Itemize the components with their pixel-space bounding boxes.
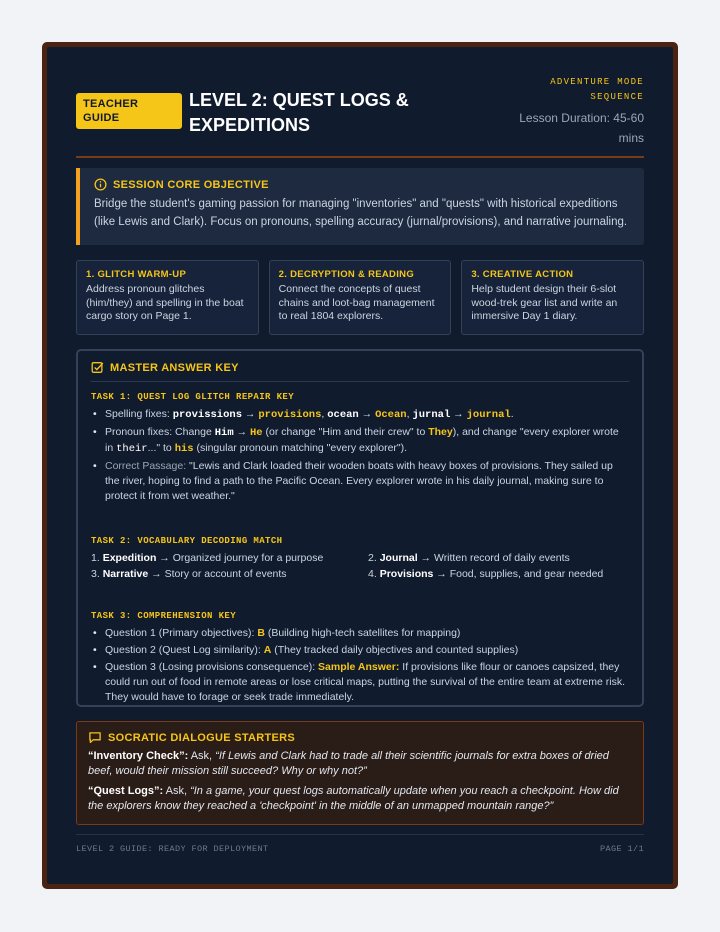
correct-pronoun: They (428, 426, 453, 438)
task3-title: TASK 3: COMPREHENSION KEY (91, 611, 237, 621)
wrong-word: provissions (172, 409, 243, 421)
socratic-question-2 (88, 784, 632, 814)
vocab-item: 1. Expedition → Organized journey for a purpose (91, 552, 324, 564)
answer-detail: (Building high-tech satellites for mapping) (264, 627, 461, 639)
task3-list (91, 626, 629, 705)
vocab-def: Story or account of events (164, 568, 287, 580)
pronoun-note: (singular pronoun matching "every explorer"). (193, 442, 408, 454)
step-card-1 (76, 260, 259, 335)
vocab-def: Organized journey for a purpose (172, 552, 324, 564)
passage-label: Correct Passage: (105, 460, 190, 472)
vocab-num: 4. (368, 568, 377, 580)
pronoun-fixes: • Pronoun fixes: Change Him → He (or change "Him and their crew" to They), and change "every explorer wrote in their..." to his (singular pronoun matching "every explorer"). (91, 425, 629, 457)
page-number: PAGE 1/1 (599, 844, 644, 854)
correct-word: provisions (258, 409, 322, 421)
vocab-item: 4. Provisions → Food, supplies, and gear needed (368, 568, 604, 580)
vocab-item: 3. Narrative → Story or account of events (91, 568, 287, 580)
wrong-word: ocean (327, 409, 359, 421)
info-icon (94, 178, 107, 191)
step-text: Connect the concepts of quest chains and loot-bag management to real 1804 explorers. (278, 283, 435, 322)
footer-status: LEVEL 2 GUIDE: READY FOR DEPLOYMENT (76, 844, 269, 854)
socratic-heading-row (88, 731, 632, 744)
objective-heading-row (94, 178, 630, 191)
answer-detail: (They tracked daily objectives and counted supplies) (271, 644, 519, 656)
task2-title: TASK 2: VOCABULARY DECODING MATCH (91, 536, 283, 546)
wrong-word: jurnal (412, 409, 451, 421)
correct-passage (91, 459, 629, 504)
spelling-fixes: • Spelling fixes: provissions → provisions, ocean → Ocean, jurnal → journal. (91, 407, 629, 423)
step-card-3 (461, 260, 644, 335)
footer-divider (76, 834, 644, 835)
pronoun-note: ..." to (147, 442, 175, 454)
sample-answer-label: Sample Answer: (318, 661, 400, 673)
prompt-label: “Quest Logs”: (88, 785, 164, 797)
vocab-term: Journal (379, 552, 418, 564)
objective-text: Bridge the student's gaming passion for managing "inventories" and "quests" with historical expeditions (like Lewis and Clark). Focus on pronouns, spelling accuracy (jurnal/provisions), and narrative journaling. (94, 198, 628, 228)
answer-letter: A (263, 644, 272, 656)
question-label: Question 3 (Losing provisions consequence): (105, 661, 319, 673)
teacher-guide-badge: TEACHER GUIDE (76, 93, 182, 129)
question-label: Question 1 (Primary objectives): (105, 627, 258, 639)
header (76, 47, 644, 157)
socratic-question-1 (88, 749, 632, 779)
correct-pronoun: He (250, 427, 263, 439)
step-text: Address pronoun glitches (him/they) and spelling in the boat cargo story on Page 1. (86, 283, 244, 322)
step-card-2 (269, 260, 452, 335)
footer (76, 844, 644, 854)
task1-list (91, 407, 629, 504)
vocab-def: Written record of daily events (433, 552, 570, 564)
objective-heading: SESSION CORE OBJECTIVE (113, 178, 269, 191)
page-title: LEVEL 2: QUEST LOGS & EXPEDITIONS (189, 90, 409, 135)
lesson-duration: Lesson Duration: 45-60 mins (519, 111, 644, 145)
prompt-ask: Ask, (163, 785, 191, 797)
correct-word: journal (466, 409, 511, 421)
vocab-term: Provisions (379, 568, 434, 580)
vocab-item: 2. Journal → Written record of daily events (368, 552, 570, 564)
pronoun-label: Pronoun fixes: Change (105, 426, 215, 438)
prompt-ask: Ask, (188, 750, 216, 762)
prompt-label: “Inventory Check”: (88, 750, 189, 762)
vocab-term: Expedition (102, 552, 157, 564)
socratic-dialogue (76, 721, 644, 825)
question-label: Question 2 (Quest Log similarity): (105, 644, 264, 656)
pronoun-note: (or change "Him and their crew" to (262, 426, 429, 438)
pronoun-note: ), and change "every explorer wrote in (105, 426, 619, 454)
correct-pronoun: his (174, 443, 194, 455)
passage-text: "Lewis and Clark loaded their wooden boats with heavy boxes of provisions. They sailed up the river, hoping to find a path to the Pacific Ocean. Every explorer wrote in his daily journal, making sure to protect it from wet weather." (105, 460, 613, 502)
vocab-term: Narrative (102, 568, 149, 580)
prompt-text: “If Lewis and Clark had to trade all their scientific journals for extra boxes of dried beef, would their mission still succeed? Why or why not?” (88, 750, 609, 777)
step-title: 2. DECRYPTION & READING (278, 269, 415, 280)
chat-bubble-icon (88, 731, 102, 744)
vocab-num: 1. (91, 552, 100, 564)
session-objective (76, 168, 644, 245)
checkbox-icon (91, 361, 104, 374)
answer-key-heading: MASTER ANSWER KEY (110, 361, 239, 374)
wrong-pronoun: their (116, 443, 148, 455)
wrong-pronoun: Him (214, 427, 234, 439)
prompt-text: “In a game, your quest logs automatically update when you reach a checkpoint. How did the explorers know they reached a 'checkpoint' in the middle of an unmapped mountain range?” (88, 785, 619, 812)
vocab-def: Food, supplies, and gear needed (449, 568, 604, 580)
page-frame (42, 42, 678, 889)
step-text: Help student design their 6-slot wood-trek gear list and write an immersive Day 1 diary. (471, 283, 618, 322)
spelling-label: Spelling fixes: (105, 408, 173, 420)
header-divider (76, 156, 644, 158)
correct-word: Ocean (375, 409, 407, 421)
answer-letter: B (257, 627, 265, 639)
master-answer-key (76, 349, 644, 707)
question-answer (91, 626, 629, 641)
socratic-heading: SOCRATIC DIALOGUE STARTERS (108, 731, 296, 744)
vocab-grid (91, 551, 629, 581)
vocab-num: 2. (368, 552, 377, 564)
header-meta (504, 75, 644, 148)
step-title: 1. GLITCH WARM-UP (86, 269, 187, 280)
task1-title: TASK 1: QUEST LOG GLITCH REPAIR KEY (91, 392, 295, 402)
vocab-num: 3. (91, 568, 100, 580)
mode-label: ADVENTURE MODE SEQUENCE (550, 77, 644, 102)
question-answer (91, 660, 629, 705)
lesson-steps (76, 260, 644, 335)
question-answer (91, 643, 629, 658)
step-title: 3. CREATIVE ACTION (471, 269, 574, 280)
guide-page (47, 47, 673, 884)
answer-key-heading-row (91, 361, 629, 382)
answer-detail: If provisions like flour or canoes capsized, they could run out of food in remote areas or lose critical maps, putting the survival of the entire team at extreme risk. They would have to forage or seek trade immediately. (105, 661, 625, 703)
